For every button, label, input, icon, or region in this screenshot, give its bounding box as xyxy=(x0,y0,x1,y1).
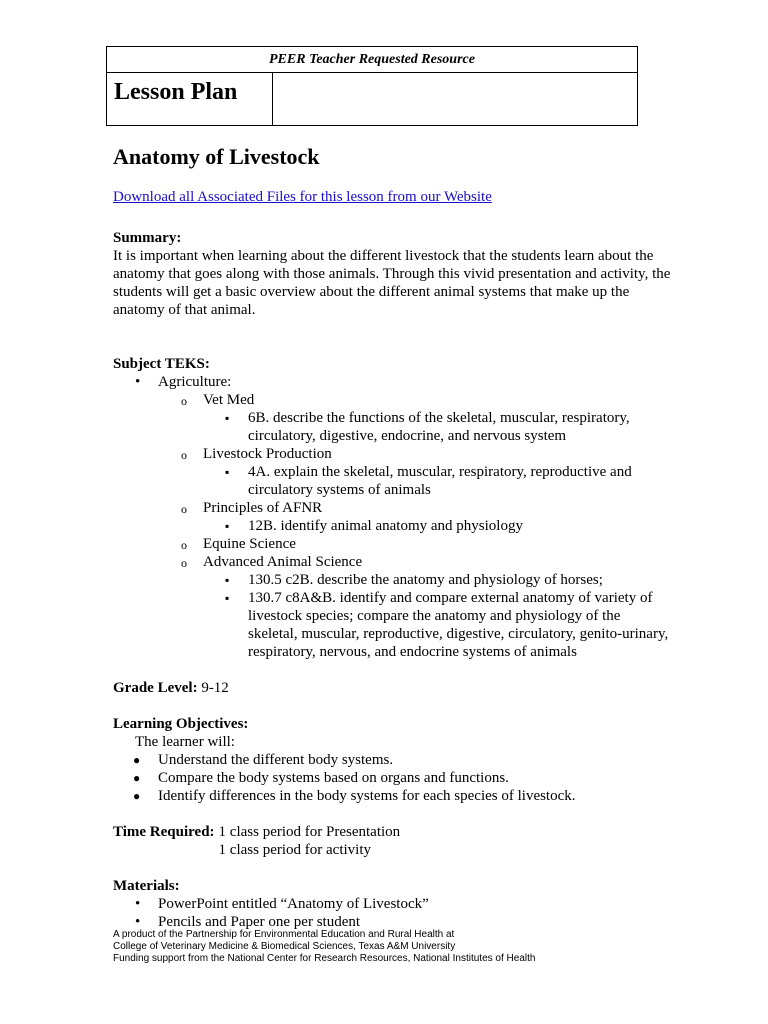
footer-line: Funding support from the National Center for Research Resources, National Institutes of Health xyxy=(113,953,536,964)
teks-standard: ▪ 6B. describe the functions of the skeletal, muscular, respiratory, circulatory, digestive, endocrine, and nervous system xyxy=(203,409,673,445)
materials-list xyxy=(113,895,673,931)
footer xyxy=(113,929,535,965)
header-empty-cell xyxy=(273,73,637,125)
download-files-link[interactable]: Download all Associated Files for this lesson from our Website xyxy=(113,189,492,205)
teks-course xyxy=(158,391,673,445)
teks-standard: ▪ 4A. explain the skeletal, muscular, respiratory, reproductive and circulatory systems of animals xyxy=(203,463,673,499)
time-required xyxy=(113,823,673,859)
teks-standard-list xyxy=(203,517,673,535)
teks-course xyxy=(158,553,673,661)
teks-course-name: Vet Med xyxy=(203,392,255,408)
material-item: • PowerPoint entitled “Anatomy of Livestock” xyxy=(113,895,673,913)
time-value: 1 class period for Presentation xyxy=(218,824,401,840)
objectives-intro: The learner will: xyxy=(135,734,235,750)
lesson-content xyxy=(113,229,673,931)
header-lesson-plan-label: Lesson Plan xyxy=(107,73,273,125)
teks-standard-list xyxy=(203,571,673,661)
teks-standard-list xyxy=(203,463,673,499)
teks-course-name: Livestock Production xyxy=(203,446,332,462)
teks-heading: Subject TEKS: xyxy=(113,356,210,372)
summary-heading: Summary: xyxy=(113,230,182,246)
teks-subject xyxy=(113,373,673,661)
teks-standard: ▪ 130.7 c8A&B. identify and compare external anatomy of variety of livestock species; compare the anatomy and physiology of the skeletal, muscular, reproductive, digestive, circulatory, genito-urinary, respiratory, nervous, and endocrine systems of animals xyxy=(203,589,673,661)
objectives-heading: Learning Objectives: xyxy=(113,716,249,732)
page-title: Anatomy of Livestock xyxy=(113,144,320,169)
teks-course-name: Principles of AFNR xyxy=(203,500,323,516)
footer-line: A product of the Partnership for Environmental Education and Rural Health at xyxy=(113,929,455,940)
time-required-label: Time Required: xyxy=(113,824,215,840)
objective-item: ● Compare the body systems based on organs and functions. xyxy=(113,769,673,787)
header-resource-label: PEER Teacher Requested Resource xyxy=(107,47,637,73)
teks-standard-list xyxy=(203,409,673,445)
grade-level xyxy=(113,679,673,697)
teks-standard: ▪ 130.5 c2B. describe the anatomy and physiology of horses; xyxy=(203,571,673,589)
teks-standard: ▪ 12B. identify animal anatomy and physiology xyxy=(203,517,673,535)
footer-line: College of Veterinary Medicine & Biomedical Sciences, Texas A&M University xyxy=(113,941,456,952)
teks-course xyxy=(158,535,673,553)
summary-text: It is important when learning about the different livestock that the students learn about the anatomy that goes along with those animals. Through this vivid presentation and activity, the students will get a basic overview about the different animal systems that make up the anatomy of that animal. xyxy=(113,248,671,318)
teks-course-list xyxy=(158,391,673,661)
objective-item: ● Understand the different body systems. xyxy=(113,751,673,769)
teks-course-name: Equine Science xyxy=(203,536,296,552)
objective-item: ● Identify differences in the body systems for each species of livestock. xyxy=(113,787,673,805)
grade-level-label: Grade Level: xyxy=(113,680,198,696)
teks-course xyxy=(158,499,673,535)
materials-heading: Materials: xyxy=(113,878,180,894)
objectives-list xyxy=(113,751,673,805)
header-table xyxy=(106,46,638,126)
grade-level-value: 9-12 xyxy=(201,680,229,696)
material-item: • Pencils and Paper one per student xyxy=(113,913,673,931)
time-value: 1 class period for activity xyxy=(218,842,371,858)
teks-subject-label: Agriculture: xyxy=(158,374,232,390)
teks-course xyxy=(158,445,673,499)
teks-course-name: Advanced Animal Science xyxy=(203,554,363,570)
